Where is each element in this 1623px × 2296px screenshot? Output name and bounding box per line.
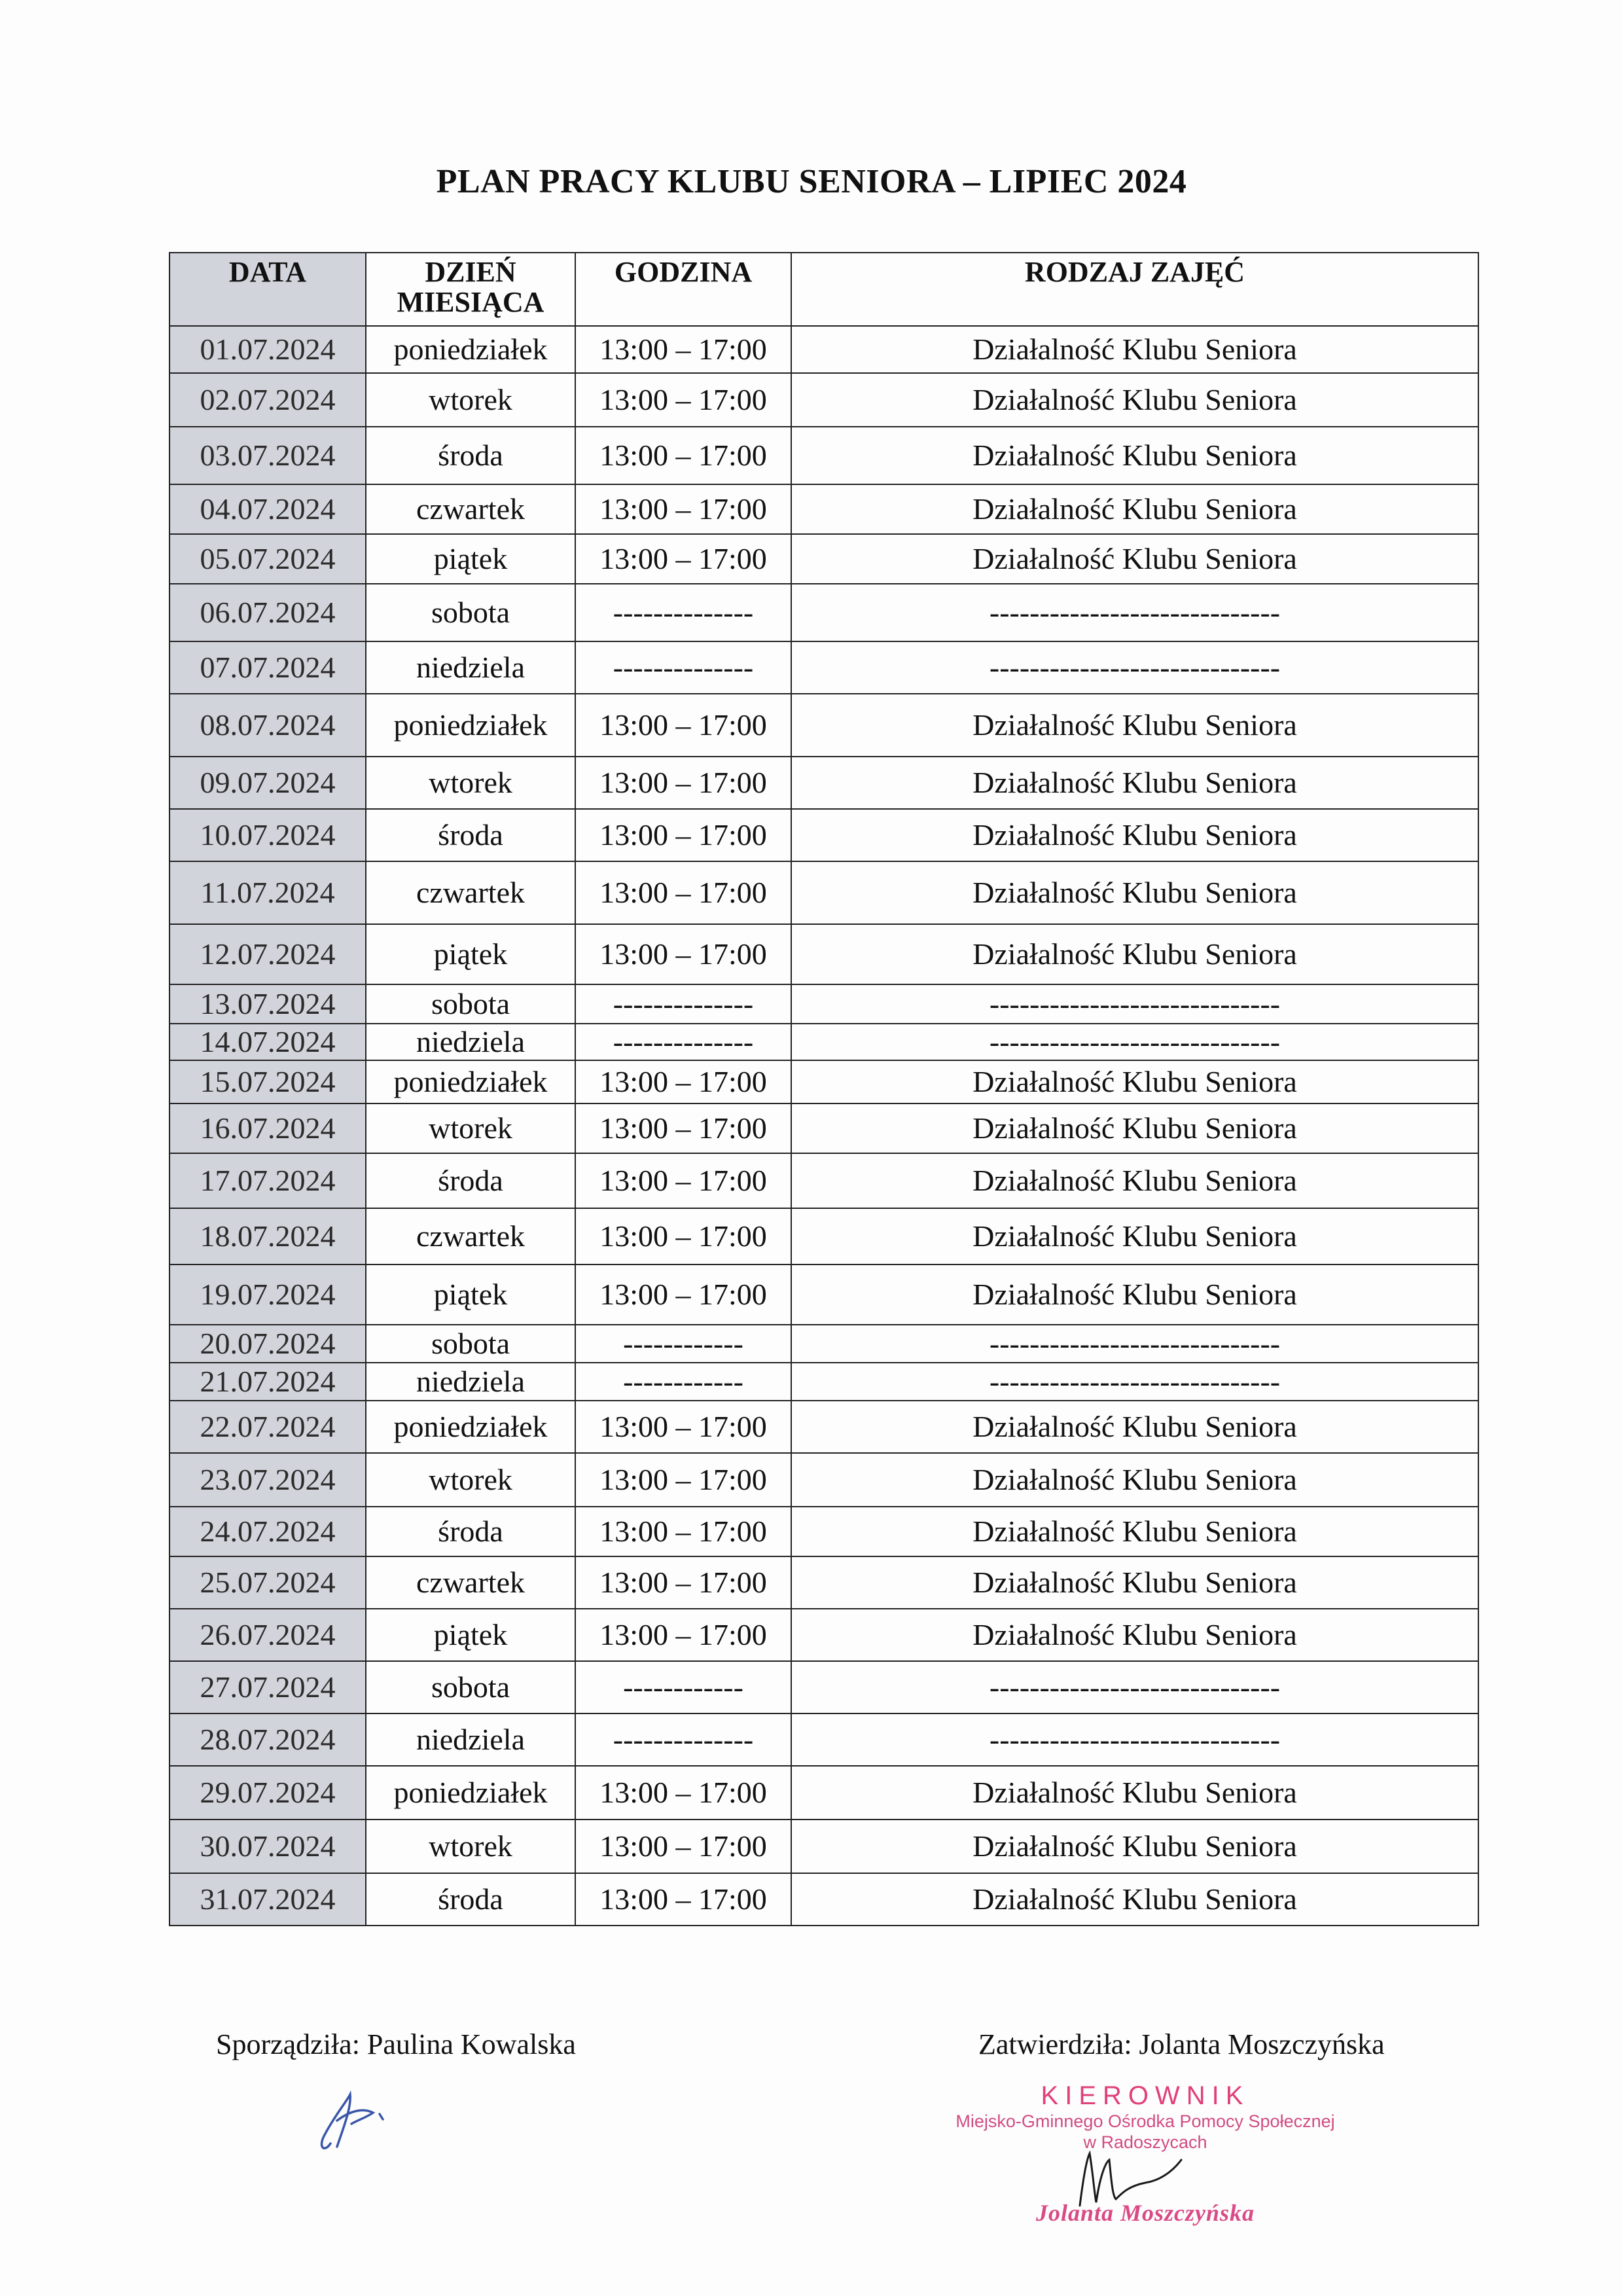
cell-type: ----------------------------- <box>791 1325 1478 1363</box>
cell-type: ----------------------------- <box>791 1024 1478 1060</box>
cell-day: sobota <box>366 1325 575 1363</box>
cell-date: 18.07.2024 <box>169 1208 366 1265</box>
cell-day: wtorek <box>366 757 575 809</box>
cell-type: Działalność Klubu Seniora <box>791 534 1478 584</box>
table-row <box>169 427 1478 484</box>
cell-day: poniedziałek <box>366 326 575 373</box>
cell-type: ----------------------------- <box>791 984 1478 1024</box>
cell-day: środa <box>366 427 575 484</box>
header-day <box>366 253 575 326</box>
table-row <box>169 1024 1478 1060</box>
cell-date: 25.07.2024 <box>169 1556 366 1609</box>
cell-date: 04.07.2024 <box>169 484 366 534</box>
table-row <box>169 1556 1478 1609</box>
cell-day: piątek <box>366 534 575 584</box>
cell-type: ----------------------------- <box>791 1713 1478 1766</box>
table-row <box>169 641 1478 694</box>
table-row <box>169 1507 1478 1556</box>
cell-day: sobota <box>366 984 575 1024</box>
cell-hour: 13:00 – 17:00 <box>575 924 791 984</box>
cell-date: 13.07.2024 <box>169 984 366 1024</box>
cell-type: Działalność Klubu Seniora <box>791 326 1478 373</box>
header-hour: GODZINA <box>575 253 791 326</box>
cell-hour: 13:00 – 17:00 <box>575 373 791 427</box>
table-row <box>169 1060 1478 1103</box>
cell-day: poniedziałek <box>366 1060 575 1103</box>
signature-left-image <box>311 2081 402 2160</box>
cell-hour: 13:00 – 17:00 <box>575 534 791 584</box>
cell-hour: -------------- <box>575 1024 791 1060</box>
table-row <box>169 1713 1478 1766</box>
cell-hour: -------------- <box>575 641 791 694</box>
cell-hour: 13:00 – 17:00 <box>575 1060 791 1103</box>
table-row <box>169 584 1478 641</box>
table-row <box>169 373 1478 427</box>
cell-date: 06.07.2024 <box>169 584 366 641</box>
cell-type: Działalność Klubu Seniora <box>791 924 1478 984</box>
table-row <box>169 1208 1478 1265</box>
cell-date: 28.07.2024 <box>169 1713 366 1766</box>
cell-date: 10.07.2024 <box>169 809 366 861</box>
cell-hour: 13:00 – 17:00 <box>575 1820 791 1873</box>
cell-type: Działalność Klubu Seniora <box>791 1153 1478 1208</box>
cell-day: wtorek <box>366 1453 575 1507</box>
table-row <box>169 1153 1478 1208</box>
stamp-line-2: w Radoszycach <box>1083 2132 1207 2153</box>
cell-day: środa <box>366 1153 575 1208</box>
header-type: RODZAJ ZAJĘĆ <box>791 253 1478 326</box>
cell-date: 23.07.2024 <box>169 1453 366 1507</box>
table-row <box>169 1766 1478 1820</box>
cell-type: ----------------------------- <box>791 1661 1478 1713</box>
cell-day: niedziela <box>366 641 575 694</box>
table-row <box>169 1265 1478 1325</box>
cell-hour: 13:00 – 17:00 <box>575 1153 791 1208</box>
cell-type: ----------------------------- <box>791 584 1478 641</box>
cell-day: sobota <box>366 584 575 641</box>
cell-hour: ------------ <box>575 1661 791 1713</box>
cell-hour: 13:00 – 17:00 <box>575 484 791 534</box>
cell-hour: 13:00 – 17:00 <box>575 1103 791 1153</box>
cell-type: Działalność Klubu Seniora <box>791 861 1478 924</box>
cell-date: 24.07.2024 <box>169 1507 366 1556</box>
cell-hour: ------------ <box>575 1363 791 1401</box>
cell-day: niedziela <box>366 1363 575 1401</box>
cell-date: 03.07.2024 <box>169 427 366 484</box>
cell-date: 14.07.2024 <box>169 1024 366 1060</box>
cell-type: Działalność Klubu Seniora <box>791 1609 1478 1661</box>
cell-date: 09.07.2024 <box>169 757 366 809</box>
cell-type: Działalność Klubu Seniora <box>791 1556 1478 1609</box>
cell-hour: 13:00 – 17:00 <box>575 757 791 809</box>
cell-type: Działalność Klubu Seniora <box>791 1265 1478 1325</box>
table-row <box>169 1453 1478 1507</box>
table-row <box>169 1325 1478 1363</box>
cell-type: ----------------------------- <box>791 641 1478 694</box>
cell-hour: -------------- <box>575 584 791 641</box>
cell-hour: 13:00 – 17:00 <box>575 1453 791 1507</box>
cell-hour: 13:00 – 17:00 <box>575 1873 791 1926</box>
cell-type: Działalność Klubu Seniora <box>791 427 1478 484</box>
cell-hour: 13:00 – 17:00 <box>575 1208 791 1265</box>
cell-date: 08.07.2024 <box>169 694 366 757</box>
cell-date: 26.07.2024 <box>169 1609 366 1661</box>
cell-hour: 13:00 – 17:00 <box>575 861 791 924</box>
cell-day: środa <box>366 809 575 861</box>
cell-hour: 13:00 – 17:00 <box>575 427 791 484</box>
table-body <box>169 326 1478 1926</box>
cell-date: 21.07.2024 <box>169 1363 366 1401</box>
cell-date: 17.07.2024 <box>169 1153 366 1208</box>
table-row <box>169 1661 1478 1713</box>
cell-type: Działalność Klubu Seniora <box>791 1766 1478 1820</box>
cell-hour: 13:00 – 17:00 <box>575 809 791 861</box>
cell-date: 01.07.2024 <box>169 326 366 373</box>
header-date: DATA <box>169 253 366 326</box>
cell-type: Działalność Klubu Seniora <box>791 1103 1478 1153</box>
cell-date: 30.07.2024 <box>169 1820 366 1873</box>
cell-day: środa <box>366 1507 575 1556</box>
cell-hour: 13:00 – 17:00 <box>575 326 791 373</box>
table-row <box>169 861 1478 924</box>
stamp-name: Jolanta Moszczyńska <box>1035 2200 1255 2226</box>
cell-type: Działalność Klubu Seniora <box>791 1873 1478 1926</box>
cell-type: Działalność Klubu Seniora <box>791 694 1478 757</box>
cell-date: 02.07.2024 <box>169 373 366 427</box>
cell-day: poniedziałek <box>366 1766 575 1820</box>
cell-hour: 13:00 – 17:00 <box>575 1609 791 1661</box>
cell-hour: -------------- <box>575 984 791 1024</box>
cell-date: 15.07.2024 <box>169 1060 366 1103</box>
table-row <box>169 1401 1478 1453</box>
cell-type: Działalność Klubu Seniora <box>791 484 1478 534</box>
table-row <box>169 1873 1478 1926</box>
cell-type: Działalność Klubu Seniora <box>791 1208 1478 1265</box>
cell-hour: 13:00 – 17:00 <box>575 1265 791 1325</box>
cell-type: Działalność Klubu Seniora <box>791 809 1478 861</box>
cell-hour: 13:00 – 17:00 <box>575 1766 791 1820</box>
table-row <box>169 484 1478 534</box>
cell-type: Działalność Klubu Seniora <box>791 1820 1478 1873</box>
approved-by: Zatwierdziła: Jolanta Moszczyńska <box>978 2028 1385 2060</box>
cell-date: 07.07.2024 <box>169 641 366 694</box>
document-title: PLAN PRACY KLUBU SENIORA – LIPIEC 2024 <box>436 163 1187 200</box>
cell-day: czwartek <box>366 1556 575 1609</box>
cell-type: Działalność Klubu Seniora <box>791 1507 1478 1556</box>
cell-date: 20.07.2024 <box>169 1325 366 1363</box>
stamp-line-1: Miejsko-Gminnego Ośrodka Pomocy Społecznej <box>955 2111 1335 2131</box>
table-row <box>169 1103 1478 1153</box>
cell-day: niedziela <box>366 1024 575 1060</box>
cell-type: Działalność Klubu Seniora <box>791 1060 1478 1103</box>
cell-day: poniedziałek <box>366 694 575 757</box>
cell-type: Działalność Klubu Seniora <box>791 1453 1478 1507</box>
table-row <box>169 1609 1478 1661</box>
cell-day: piątek <box>366 1265 575 1325</box>
cell-day: czwartek <box>366 861 575 924</box>
cell-type: Działalność Klubu Seniora <box>791 757 1478 809</box>
cell-type: Działalność Klubu Seniora <box>791 1401 1478 1453</box>
cell-date: 29.07.2024 <box>169 1766 366 1820</box>
table-row <box>169 534 1478 584</box>
cell-type: ----------------------------- <box>791 1363 1478 1401</box>
cell-hour: 13:00 – 17:00 <box>575 1507 791 1556</box>
cell-day: niedziela <box>366 1713 575 1766</box>
cell-hour: 13:00 – 17:00 <box>575 1556 791 1609</box>
cell-day: wtorek <box>366 1820 575 1873</box>
table-row <box>169 1363 1478 1401</box>
table-row <box>169 1820 1478 1873</box>
cell-date: 31.07.2024 <box>169 1873 366 1926</box>
cell-date: 05.07.2024 <box>169 534 366 584</box>
cell-day: wtorek <box>366 1103 575 1153</box>
header-day-label: DZIEŃ MIESIĄCA <box>397 256 544 319</box>
cell-hour: ------------ <box>575 1325 791 1363</box>
table-row <box>169 326 1478 373</box>
cell-date: 19.07.2024 <box>169 1265 366 1325</box>
cell-date: 11.07.2024 <box>169 861 366 924</box>
table-row <box>169 809 1478 861</box>
cell-day: środa <box>366 1873 575 1926</box>
cell-day: sobota <box>366 1661 575 1713</box>
cell-day: czwartek <box>366 484 575 534</box>
signature-right-image <box>1067 2134 1198 2232</box>
cell-day: wtorek <box>366 373 575 427</box>
cell-day: czwartek <box>366 1208 575 1265</box>
cell-date: 16.07.2024 <box>169 1103 366 1153</box>
table-header-row <box>169 253 1478 326</box>
table-row <box>169 984 1478 1024</box>
cell-hour: -------------- <box>575 1713 791 1766</box>
cell-hour: 13:00 – 17:00 <box>575 1401 791 1453</box>
cell-date: 27.07.2024 <box>169 1661 366 1713</box>
cell-date: 12.07.2024 <box>169 924 366 984</box>
stamp-title: KIEROWNIK <box>1041 2081 1250 2110</box>
cell-type: Działalność Klubu Seniora <box>791 373 1478 427</box>
cell-day: piątek <box>366 924 575 984</box>
schedule-table <box>169 252 1479 1926</box>
prepared-by: Sporządziła: Paulina Kowalska <box>216 2028 576 2060</box>
cell-day: piątek <box>366 1609 575 1661</box>
cell-hour: 13:00 – 17:00 <box>575 694 791 757</box>
table-row <box>169 924 1478 984</box>
cell-day: poniedziałek <box>366 1401 575 1453</box>
table-row <box>169 757 1478 809</box>
table-row <box>169 694 1478 757</box>
cell-date: 22.07.2024 <box>169 1401 366 1453</box>
